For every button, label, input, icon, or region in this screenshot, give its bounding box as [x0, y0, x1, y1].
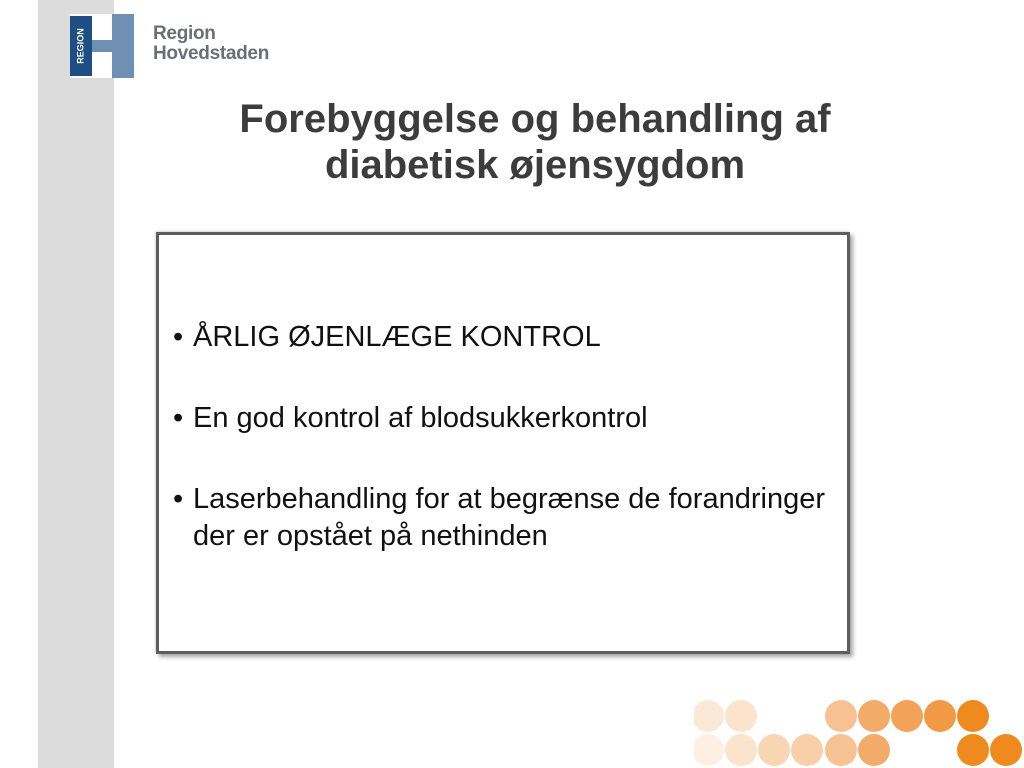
decor-dot	[791, 734, 823, 766]
decor-dot	[990, 734, 1022, 766]
bullet-text: ÅRLIG ØJENLÆGE KONTROL	[193, 321, 601, 353]
region-hovedstaden-logo	[70, 14, 290, 78]
logo-wordmark	[153, 24, 269, 64]
bullet-dot-icon: •	[173, 402, 184, 434]
decor-dot	[694, 700, 724, 732]
decor-dot	[825, 700, 857, 732]
decor-dot	[858, 734, 890, 766]
bullet-content-box	[156, 232, 850, 654]
logo-mark-text: REGION	[75, 28, 86, 64]
decor-dot	[957, 700, 989, 732]
bullet-text: Laserbehandling for at begrænse de forandringer der er opstået på nethinden	[193, 483, 825, 552]
decor-dot	[957, 734, 989, 766]
region-h-logo-icon	[70, 14, 134, 78]
logo-line-hovedstaden: Hovedstaden	[153, 43, 270, 64]
slide-title: Forebyggelse og behandling af diabetisk øjensygdom	[239, 97, 831, 187]
bullet-dot-icon: •	[173, 483, 184, 515]
decor-dot	[725, 734, 757, 766]
bullet-item	[173, 400, 833, 437]
decor-dot	[891, 700, 923, 732]
bullet-item	[173, 481, 833, 555]
left-gray-band	[38, 0, 114, 768]
bullet-item	[173, 319, 833, 356]
bullet-dot-icon: •	[173, 321, 184, 353]
logo-line-region: Region	[153, 23, 216, 44]
decor-dot	[825, 734, 857, 766]
bullet-list	[173, 319, 833, 599]
decorative-dot-pattern	[694, 696, 1024, 768]
decor-dot	[858, 700, 890, 732]
bullet-text: En god kontrol af blodsukkerkontrol	[193, 402, 648, 434]
decor-dot	[758, 734, 790, 766]
decor-dot	[725, 700, 757, 732]
decor-dot	[924, 700, 956, 732]
decor-dot	[694, 734, 724, 766]
